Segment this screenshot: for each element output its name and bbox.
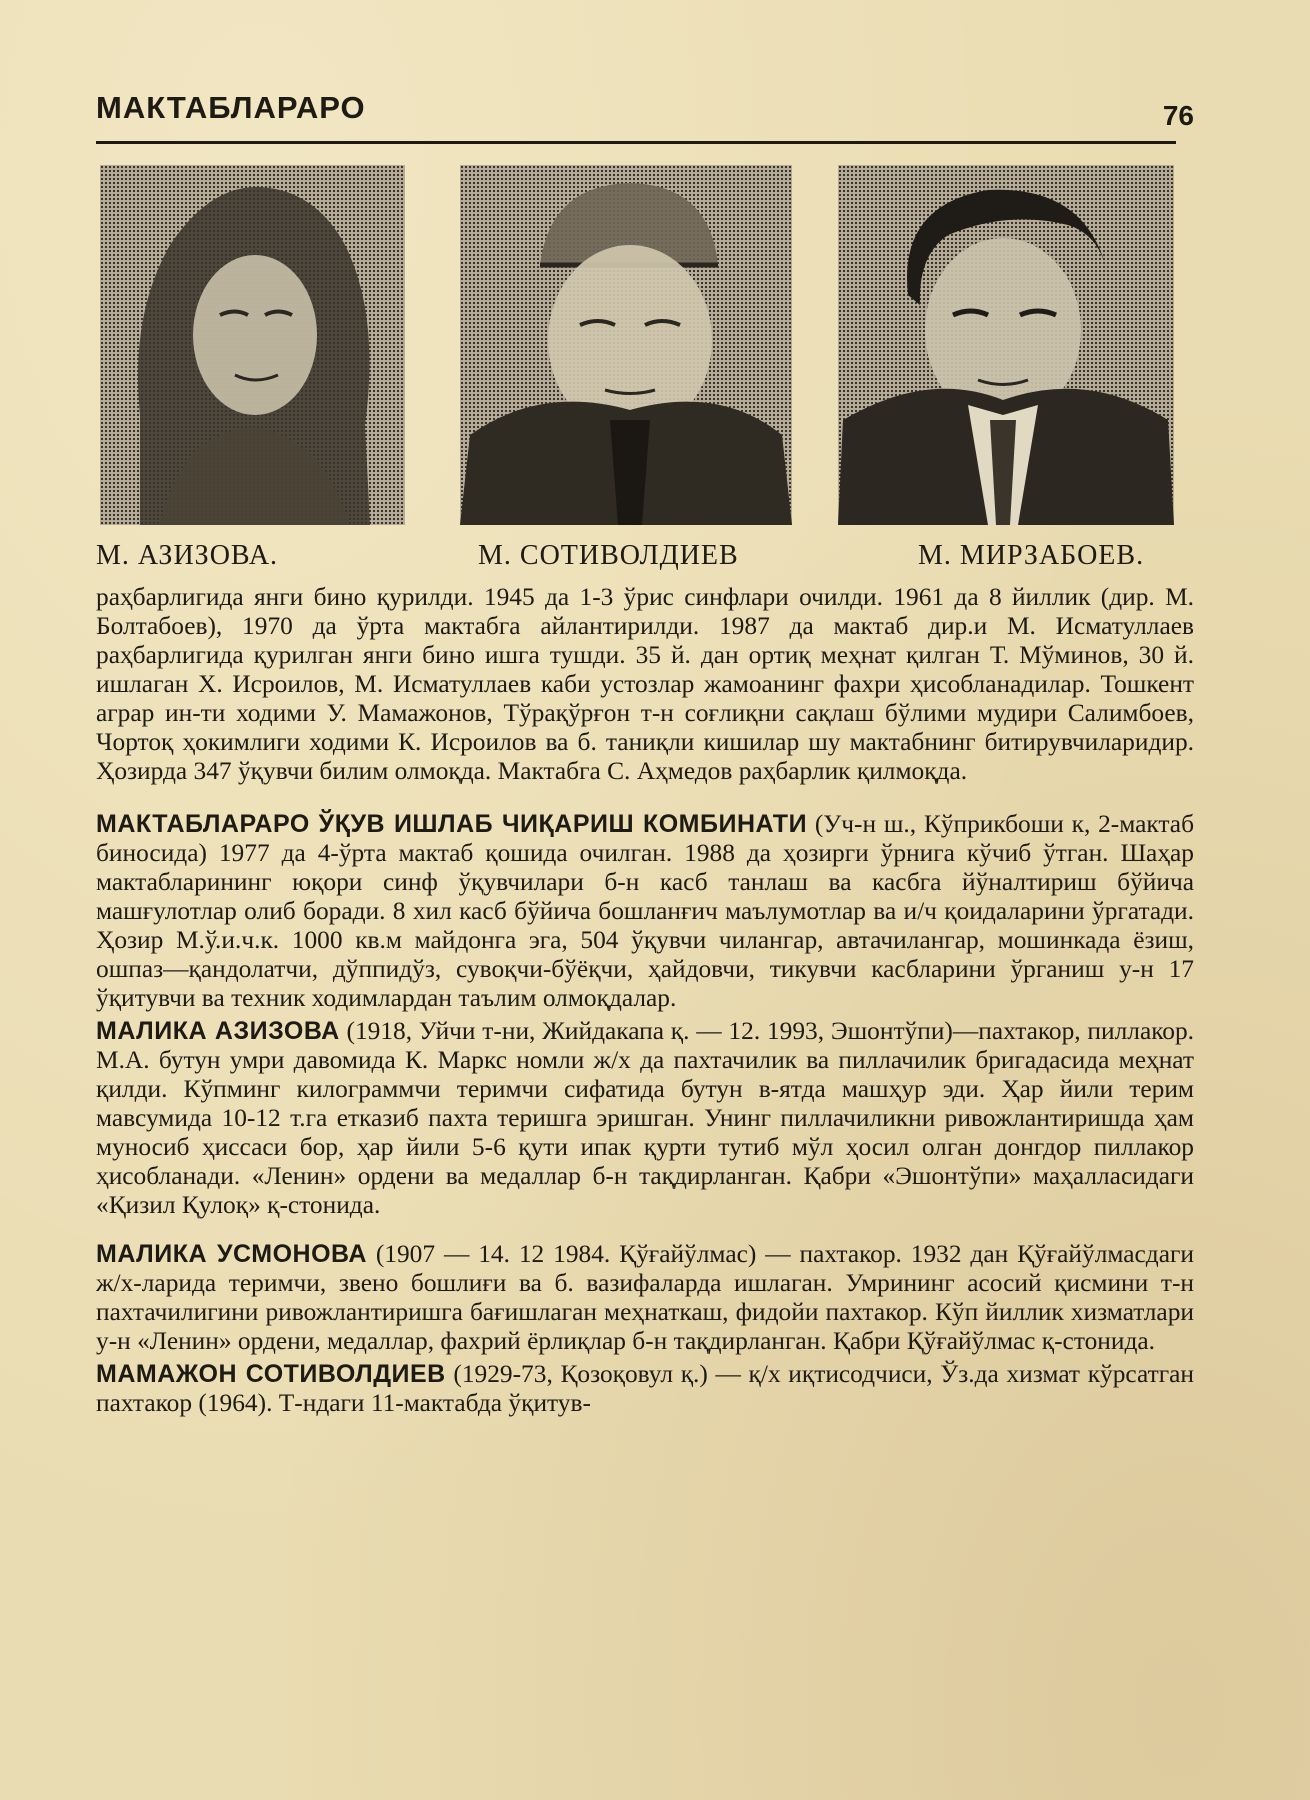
portrait-photo-sotivoldiev xyxy=(460,165,792,525)
portrait-caption: М. АЗИЗОВА. xyxy=(96,540,279,571)
entry-body: (1929-73, Қозоқовул қ.) — қ/х иқтисодчиси, Ўз.да хизмат кўрсатган пахтакор (1964). Т-ндаги 11-мактабда ўқитув- xyxy=(96,1360,1194,1417)
portrait-caption: М. СОТИВОЛДИЕВ xyxy=(478,540,739,571)
entry-headword: МАЛИКА УСМОНОВА xyxy=(96,1240,367,1268)
encyclopedia-entry xyxy=(96,1360,1194,1418)
entry-headword: МАКТАБЛАРАРО ЎҚУВ ИШЛАБ ЧИҚАРИШ КОМБИНАТИ xyxy=(96,810,808,838)
portrait-caption: М. МИРЗАБОЕВ. xyxy=(918,540,1145,571)
entry-body: (1907 — 14. 12 1984. Қўғайўлмас) — пахтакор. 1932 дан Қўғайўлмасдаги ж/х-ларида теримчи, звено бошлиғи ва б. вазифаларда ишлаган. Умрининг асосий қисмини т-н пахтачилигини ривожлантиришга бағишлаган меҳнаткаш, фидойи пахтакор. Кўп йиллик хизматлари у-н «Ленин» ордени, медаллар, фахрий ёрлиқлар б-н тақдирланган. Қабри Қўғайўлмас қ-стонида. xyxy=(96,1240,1194,1355)
running-head: МАКТАБЛАРАРО xyxy=(96,90,366,125)
encyclopedia-entry xyxy=(96,1017,1194,1220)
intro-paragraph: раҳбарлигида янги бино қурилди. 1945 да 1-3 ўрис синфлари очилди. 1961 да 8 йиллик (дир. М. Болтабоев), 1970 да ўрта мактабга айлантирилди. 1987 да мактаб дир.и М. Исматуллаев раҳбарлигида қурилган янги бино ишга тушди. 35 й. дан ортиқ меҳнат қилган Т. Мўминов, 30 й. ишлаган Х. Исроилов, М. Исматуллаев каби устозлар жамоанинг фахри ҳисобланадилар. Тошкент аграр ин-ти ходими У. Мамажонов, Тўрақўрғон т-н соғлиқни сақлаш бўлими мудири Салимбоев, Чортоқ ҳокимлиги ходими К. Исроилов ва б. таниқли кишилар шу мактабнинг битирувчиларидир. Ҳозирда 347 ўқувчи билим олмоқда. Мактабга С. Аҳмедов раҳбарлик қилмоқда. xyxy=(96,583,1194,785)
encyclopedia-entry xyxy=(96,1240,1194,1356)
encyclopedia-entry xyxy=(96,810,1194,1013)
entry-headword: МАЛИКА АЗИЗОВА xyxy=(96,1017,340,1045)
entry-body: (1918, Уйчи т-ни, Жийдакапа қ. — 12. 1993, Эшонтўпи)—пахтакор, пиллакор. М.А. бутун умри давомида К. Маркс номли ж/х да пахтачилик ва пиллачилик бригадасида меҳнат қилди. Кўпминг килограммчи теримчи сифатида бутун в-ятда машҳур эди. Ҳар йили терим мавсумида 10-12 т.га етказиб пахта теришга эришган. Унинг пиллачиликни ривожлантиришда ҳам муносиб ҳиссаси бор, ҳар йили 5-6 қути ипак қурти тутиб мўл ҳосил олган донгдор пиллакор ҳисобланади. «Ленин» ордени ва медаллар б-н тақдирланган. Қабри «Эшонтўпи» маҳалласидаги «Қизил Қулоқ» қ-стонида. xyxy=(96,1017,1195,1219)
portrait-photo-mirzaboev xyxy=(838,165,1174,525)
header-rule xyxy=(96,141,1176,144)
page-number: 76 xyxy=(1162,100,1194,131)
entry-headword: МАМАЖОН СОТИВОЛДИЕВ xyxy=(96,1360,446,1388)
portrait-photo-azizova xyxy=(100,165,405,525)
entry-body: (Уч-н ш., Кўприкбоши к, 2-мактаб биносида) 1977 да 4-ўрта мактаб қошида очилган. 1988 да ҳозирги ўрнига кўчиб ўтган. Шаҳар мактабларининг юқори синф ўқувчилари б-н касб танлаш ва касбга йўналтириш бўйича машғулотлар олиб боради. 8 хил касб бўйича бошланғич маълумотлар ва и/ч қоидаларини ўргатади. Ҳозир М.ў.и.ч.к. 1000 кв.м майдонга эга, 504 ўқувчи чилангар, автачилангар, мошинкада ёзиш, ошпаз—қандолатчи, дўппидўз, сувоқчи-бўёқчи, ҳайдовчи, тикувчи касбларини ўрганиш у-н 17 ўқитувчи ва техник ходимлардан таълим олмоқдалар. xyxy=(96,810,1194,1012)
article-text xyxy=(96,583,1194,1418)
